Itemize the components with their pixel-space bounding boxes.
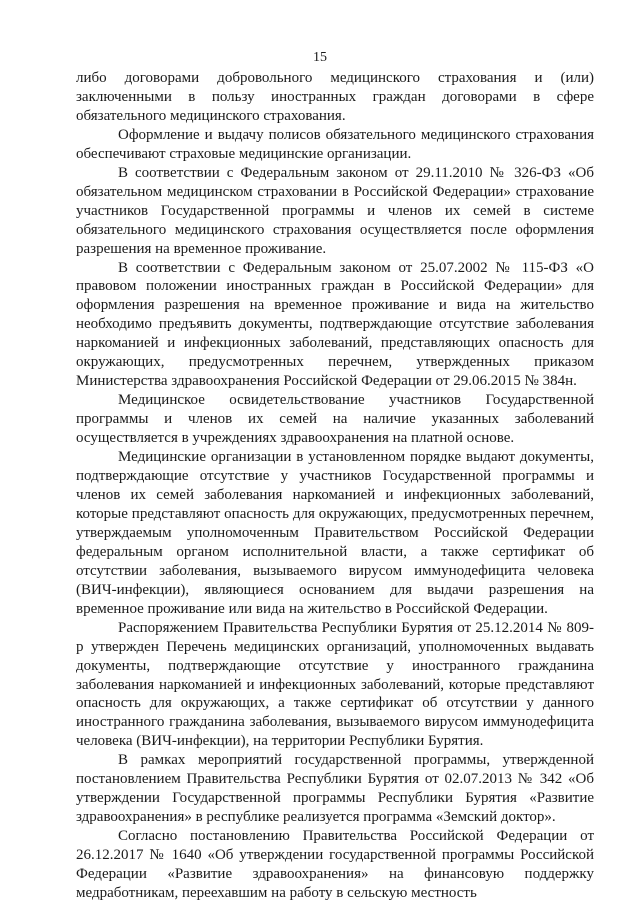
paragraph-law-326fz: В соответствии с Федеральным законом от 29.11.2010 № 326-ФЗ «Об обязательном медицинском страховании в Российской Федерации» страхование участников Государственной программы и членов их семей в системе обязательного медицинского страхования осуществляется после оформления разрешения на временное проживание. [76, 164, 594, 257]
paragraph-continuation: либо договорами добровольного медицинского страхования и (или) заключенными в пользу иностранных граждан договорами в сфере обязательного медицинского страхования. [76, 70, 594, 124]
paragraph-medical-examination: Медицинское освидетельствование участников Государственной программы и членов их семей на наличие указанных заболеваний осуществляется в учреждениях здравоохранения на платной основе. [76, 392, 594, 447]
paragraph-oms-policies: Оформление и выдачу полисов обязательного медицинского страхования обеспечивают страховые медицинские организации. [76, 126, 594, 162]
paragraph-order-809r: Распоряжением Правительства Республики Бурятия от 25.12.2014 № 809-р утвержден Перечень медицинских организаций, уполномоченных выдавать документы, подтверждающие отсутствие у иностранного гражданина заболевания наркоманией и инфекционных заболеваний, которые представляют опасность для окружающих, а также сертификат об отсутствии у данного иностранного гражданина заболевания, вызываемого вирусом иммунодефицита человека (ВИЧ-инфекции), на территории Республики Бурятия. [76, 619, 594, 750]
page-number: 15 [313, 50, 327, 65]
paragraph-law-115fz: В соответствии с Федеральным законом от 25.07.2002 № 115-ФЗ «О правовом положении иностранных граждан в Российской Федерации» для оформления разрешения на временное проживание и вида на жительство необходимо предъявить документы, подтверждающие отсутствие заболевания наркоманией и инфекционных заболеваний, представляющих опасность для окружающих, предусмотренных перечнем, утвержденных приказом Министерства здравоохранения Российской Федерации от 29.06.2015 № 384н. [76, 259, 594, 390]
paragraph-resolution-1640: Согласно постановлению Правительства Российской Федерации от 26.12.2017 № 1640 «Об утверждении государственной программы Российской Федерации «Развитие здравоохранения» на финансовую поддержку медработникам, переехавшим на работу в сельскую местность [76, 828, 594, 901]
paragraph-zemsky-doctor: В рамках мероприятий государственной программы, утвержденной постановлением Правительства Республики Бурятия от 02.07.2013 № 342 «Об утверждении Государственной программы Республики Бурятия «Развитие здравоохранения» в республике реализуется программа «Земский доктор». [76, 752, 594, 826]
paragraph-medical-documents: Медицинские организации в установленном порядке выдают документы, подтверждающие отсутствие у участников Государственной программы и членов их семей заболевания наркоманией и инфекционных заболеваний, которые представляют опасность для окружающих, предусмотренных перечнем, утверждаемым уполномоченным Правительством Российской Федерации федеральным органом исполнительной власти, а также сертификат об отсутствии заболевания, вызываемого вирусом иммунодефицита человека (ВИЧ-инфекции), являющиеся основанием для выдачи разрешения на временное проживание или вида на жительство в Российской Федерации. [76, 449, 594, 617]
document-body [76, 69, 594, 903]
